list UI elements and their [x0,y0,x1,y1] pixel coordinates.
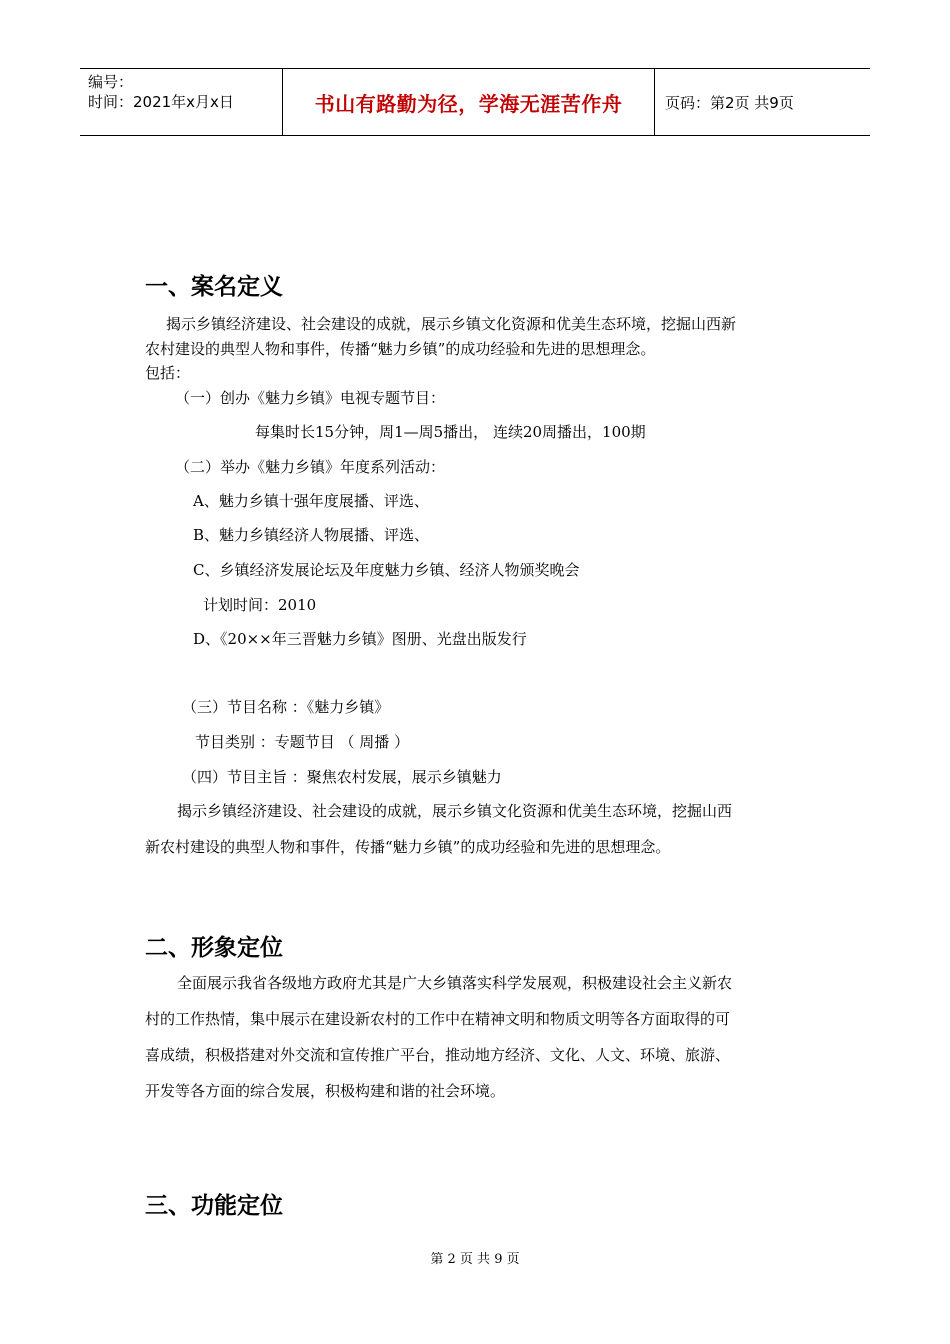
list-item-detail: 节目类别 ：专题节目 （ 周播 ） [195,733,410,751]
section-title: 二、形象定位 [145,935,283,961]
paragraph-line: 开发等各方面的综合发展，积极构建和谐的社会环境。 [145,1082,506,1100]
header-meta [80,69,282,135]
page-footer: 第 2 页 共 9 页 [430,1252,520,1267]
list-item: （三）节目名称 ：《魅力乡镇》 [182,698,390,716]
section-title: 三、功能定位 [145,1193,283,1219]
section-title: 一、案名定义 [145,274,283,300]
list-item: （二）举办《魅力乡镇》年度系列活动： [175,458,446,476]
list-subitem: D、《20××年三晋魅力乡镇》图册、光盘出版发行 [193,630,527,648]
paragraph-line: 农村建设的典型人物和事件，传播“魅力乡镇”的成功经验和先进的思想理念。 [145,340,656,358]
list-subitem: C、乡镇经济发展论坛及年度魅力乡镇、经济人物颁奖晚会 [193,561,580,579]
paragraph-line: 新农村建设的典型人物和事件，传播“魅力乡镇”的成功经验和先进的思想理念。 [145,838,671,856]
header-page-info: 页码：第2页 共9页 [665,93,794,112]
list-subitem: B、魅力乡镇经济人物展播、评选、 [193,526,430,544]
plan-time: 计划时间：2010 [203,596,317,614]
header-motto: 书山有路勤为径，学海无涯苦作舟 [314,91,623,116]
list-item: （一）创办《魅力乡镇》电视专题节目： [175,389,446,407]
doc-date-label: 时间：2021年x月x日 [88,93,234,111]
header-motto-cell [282,69,655,135]
page-header [80,68,870,136]
include-label: 包括： [145,364,191,382]
list-item-detail: 每集时长15分钟，周1—周5播出， 连续20周播出，100期 [255,423,646,441]
list-subitem: A、魅力乡镇十强年度展播、评选、 [193,492,429,510]
paragraph-line: 揭示乡镇经济建设、社会建设的成就，展示乡镇文化资源和优美生态环境，挖掘山西新 [166,315,737,333]
paragraph-line: 揭示乡镇经济建设、社会建设的成就，展示乡镇文化资源和优美生态环境，挖掘山西 [177,802,733,820]
doc-number-label: 编号： [88,73,134,91]
list-item: （四）节目主旨 ：聚焦农村发展，展示乡镇魅力 [182,768,502,786]
paragraph-line: 全面展示我省各级地方政府尤其是广大乡镇落实科学发展观，积极建设社会主义新农 [177,974,733,992]
paragraph-line: 村的工作热情，集中展示在建设新农村的工作中在精神文明和物质文明等各方面取得的可 [145,1010,731,1028]
paragraph-line: 喜成绩，积极搭建对外交流和宣传推广平台，推动地方经济、文化、人文、环境、旅游、 [145,1046,731,1064]
